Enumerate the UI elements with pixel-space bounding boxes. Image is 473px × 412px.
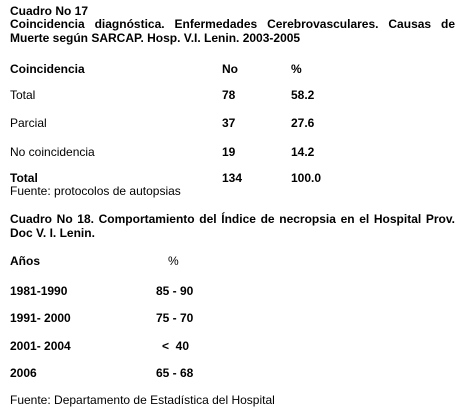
- table17-header-pct: %: [291, 62, 302, 76]
- table18-row-value: 65 - 68: [156, 366, 194, 380]
- table17-row-no: 19: [222, 145, 236, 159]
- table17-row-label: Total: [10, 171, 38, 185]
- table17-row-no: 37: [222, 116, 236, 130]
- table18-source: Fuente: Departamento de Estadística del Hospital: [10, 393, 275, 407]
- table17-row-label: Parcial: [10, 116, 47, 130]
- table18-row-value: < 40: [162, 339, 190, 353]
- table17-row-no: 134: [222, 171, 243, 185]
- table17-title: Cuadro No 17: [10, 4, 89, 18]
- table18-row-years: 2001- 2004: [10, 339, 71, 353]
- table18-row-years: 1991- 2000: [10, 311, 71, 325]
- table18-header-pct: %: [168, 254, 179, 268]
- table17-row-pct: 14.2: [291, 145, 315, 159]
- table17-header-coincidencia: Coincidencia: [10, 62, 85, 76]
- table18-row-value: 75 - 70: [156, 311, 194, 325]
- table17-row-pct: 58.2: [291, 88, 315, 102]
- table17-subtitle: Coincidencia diagnóstica. Enfermedades Cerebrovasculares. Causas de Muerte según SARCAP. Hosp. V.I. Lenin. 2003-2005: [10, 17, 455, 45]
- table18-row-value: 85 - 90: [156, 284, 194, 298]
- table18-row-years: 2006: [10, 366, 37, 380]
- table18-title: Cuadro No 18. Comportamiento del Índice de necropsia en el Hospital Prov. Doc V. I. Lenin.: [10, 212, 455, 240]
- table17-row-pct: 100.0: [291, 171, 322, 185]
- table17-row-no: 78: [222, 88, 236, 102]
- table18-row-years: 1981-1990: [10, 284, 68, 298]
- table17-source: Fuente: protocolos de autopsias: [10, 184, 181, 198]
- table17-row-label: No coincidencia: [10, 145, 95, 159]
- table18-header-years: Años: [10, 254, 40, 268]
- table17-header-no: No: [222, 62, 238, 76]
- table17-row-label: Total: [10, 88, 36, 102]
- table17-row-pct: 27.6: [291, 116, 315, 130]
